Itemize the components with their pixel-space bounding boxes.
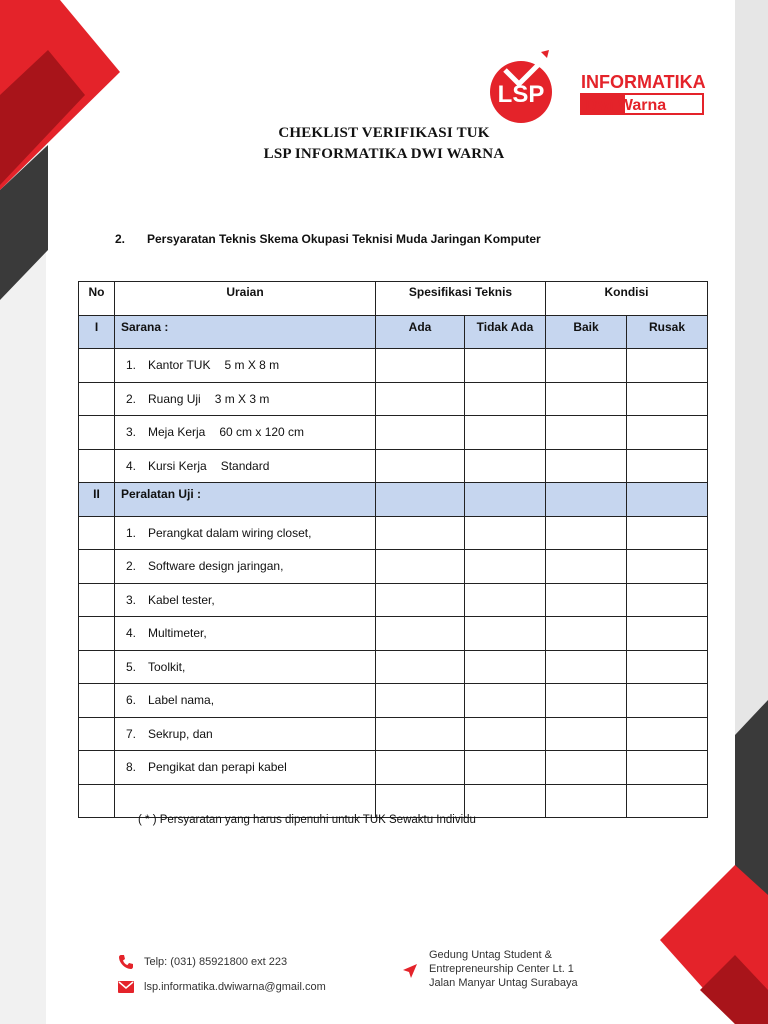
check-ada[interactable] — [376, 583, 465, 617]
item-cell — [115, 516, 376, 550]
no-cell — [79, 382, 115, 416]
check-baik — [546, 483, 627, 517]
check-tidak-ada[interactable] — [465, 449, 546, 483]
item-number: 7. — [126, 726, 137, 741]
table-row — [79, 349, 708, 383]
document-subtitle: LSP INFORMATIKA DWI WARNA — [263, 146, 505, 162]
item-name: Perangkat dalam wiring closet, — [148, 525, 312, 540]
check-ada[interactable] — [376, 550, 465, 584]
check-baik[interactable] — [546, 684, 627, 718]
section-heading — [115, 232, 541, 246]
item-cell — [115, 751, 376, 785]
item-number: 4. — [126, 626, 137, 641]
item-cell — [115, 416, 376, 450]
no-cell — [79, 550, 115, 584]
check-rusak[interactable] — [627, 349, 708, 383]
group-row-sarana — [79, 315, 708, 349]
footer-contact — [118, 949, 326, 999]
subheader-ada: Ada — [376, 315, 465, 349]
check-ada[interactable] — [376, 650, 465, 684]
group-row-peralatan — [79, 483, 708, 517]
subheader-rusak: Rusak — [627, 315, 708, 349]
table-row — [79, 449, 708, 483]
lsp-logo — [483, 48, 713, 126]
check-baik[interactable] — [546, 583, 627, 617]
no-cell — [79, 416, 115, 450]
item-number: 1. — [126, 358, 137, 373]
check-tidak-ada[interactable] — [465, 684, 546, 718]
item-cell — [115, 617, 376, 651]
address-line: Jalan Manyar Untag Surabaya — [429, 977, 578, 989]
item-name: Software design jaringan, — [148, 559, 284, 574]
no-cell — [79, 650, 115, 684]
item-name: Kantor TUK — [148, 358, 211, 373]
item-spec: 5 m X 8 m — [224, 358, 280, 373]
no-cell — [79, 449, 115, 483]
item-number: 3. — [126, 425, 137, 440]
check-tidak-ada[interactable] — [465, 650, 546, 684]
item-name: Toolkit, — [148, 659, 186, 674]
table-row — [79, 516, 708, 550]
check-tidak-ada[interactable] — [465, 349, 546, 383]
location-arrow-icon — [403, 964, 417, 978]
item-number: 2. — [126, 559, 137, 574]
check-baik[interactable] — [546, 449, 627, 483]
no-cell — [79, 349, 115, 383]
check-tidak-ada[interactable] — [465, 550, 546, 584]
item-cell — [115, 684, 376, 718]
check-tidak-ada[interactable] — [465, 751, 546, 785]
header-kondisi: Kondisi — [546, 282, 708, 316]
table-row — [79, 751, 708, 785]
table-row — [79, 717, 708, 751]
no-cell — [79, 516, 115, 550]
section-heading-text: Persyaratan Teknis Skema Okupasi Teknisi Muda Jaringan Komputer — [147, 232, 541, 246]
item-name: Pengikat dan perapi kabel — [148, 760, 287, 775]
footer-phone: Telp: (031) 85921800 ext 223 — [144, 955, 288, 968]
check-tidak-ada[interactable] — [465, 617, 546, 651]
check-ada[interactable] — [376, 751, 465, 785]
check-tidak-ada — [465, 483, 546, 517]
no-cell — [79, 684, 115, 718]
item-number: 1. — [126, 525, 137, 540]
check-baik[interactable] — [546, 650, 627, 684]
subheader-tidak-ada: Tidak Ada — [465, 315, 546, 349]
footer-address — [403, 948, 578, 990]
table-row — [79, 416, 708, 450]
table-row — [79, 583, 708, 617]
check-rusak[interactable] — [627, 449, 708, 483]
table-row — [79, 650, 708, 684]
item-number: 6. — [126, 693, 137, 708]
phone-icon — [118, 954, 134, 970]
table-row — [79, 617, 708, 651]
check-rusak[interactable] — [627, 784, 708, 818]
address-line: Gedung Untag Student & — [429, 949, 552, 961]
check-baik[interactable] — [546, 784, 627, 818]
check-tidak-ada[interactable] — [465, 583, 546, 617]
logo-brand-bottom: Dwi Warna — [585, 97, 667, 114]
item-number: 4. — [126, 458, 137, 473]
item-number: 2. — [126, 391, 137, 406]
check-ada[interactable] — [376, 617, 465, 651]
group-no: II — [79, 483, 115, 517]
check-ada[interactable] — [376, 516, 465, 550]
item-name: Meja Kerja — [148, 425, 206, 440]
section-number: 2. — [115, 232, 126, 246]
check-baik[interactable] — [546, 617, 627, 651]
check-rusak[interactable] — [627, 751, 708, 785]
footer-phone-line — [118, 949, 326, 974]
item-cell — [115, 650, 376, 684]
table-row-empty — [79, 784, 708, 818]
item-spec: 3 m X 3 m — [214, 391, 270, 406]
address-line: Entrepreneurship Center Lt. 1 — [429, 963, 574, 975]
item-name: Kursi Kerja — [148, 458, 207, 473]
check-rusak[interactable] — [627, 617, 708, 651]
logo-brand-top: INFORMATIKA — [581, 72, 706, 92]
check-rusak[interactable] — [627, 516, 708, 550]
item-cell — [115, 349, 376, 383]
check-rusak[interactable] — [627, 684, 708, 718]
check-ada[interactable] — [376, 717, 465, 751]
group-label: Sarana : — [115, 315, 376, 349]
table-header-row — [79, 282, 708, 316]
document-title: CHEKLIST VERIFIKASI TUK — [278, 125, 490, 141]
no-cell — [79, 583, 115, 617]
check-ada[interactable] — [376, 382, 465, 416]
check-tidak-ada[interactable] — [465, 717, 546, 751]
item-cell — [115, 717, 376, 751]
check-ada[interactable] — [376, 684, 465, 718]
check-baik[interactable] — [546, 516, 627, 550]
check-baik[interactable] — [546, 416, 627, 450]
header-uraian: Uraian — [115, 282, 376, 316]
item-number: 8. — [126, 760, 137, 775]
check-rusak[interactable] — [627, 416, 708, 450]
group-no: I — [79, 315, 115, 349]
check-baik[interactable] — [546, 349, 627, 383]
item-name: Sekrup, dan — [148, 726, 213, 741]
check-tidak-ada[interactable] — [465, 416, 546, 450]
subheader-baik: Baik — [546, 315, 627, 349]
item-spec: Standard — [220, 458, 270, 473]
check-rusak[interactable] — [627, 583, 708, 617]
item-cell — [115, 550, 376, 584]
check-baik[interactable] — [546, 717, 627, 751]
check-ada[interactable] — [376, 449, 465, 483]
table-row — [79, 684, 708, 718]
check-tidak-ada[interactable] — [465, 516, 546, 550]
footnote: ( * ) Persyaratan yang harus dipenuhi untuk TUK Sewaktu Individu — [138, 814, 476, 826]
check-ada[interactable] — [376, 349, 465, 383]
check-ada[interactable] — [376, 784, 465, 818]
check-rusak[interactable] — [627, 382, 708, 416]
logo-lsp-text: LSP — [497, 81, 545, 108]
no-cell — [79, 717, 115, 751]
mail-icon — [118, 981, 134, 993]
header-no: No — [79, 282, 115, 316]
table-row — [79, 382, 708, 416]
item-name: Ruang Uji — [148, 391, 201, 406]
item-name: Kabel tester, — [148, 592, 215, 607]
item-number: 3. — [126, 592, 137, 607]
check-ada[interactable] — [376, 416, 465, 450]
group-label: Peralatan Uji : — [115, 483, 376, 517]
item-cell — [115, 583, 376, 617]
item-cell — [115, 784, 376, 818]
item-name: Multimeter, — [148, 626, 207, 641]
check-ada — [376, 483, 465, 517]
check-tidak-ada[interactable] — [465, 784, 546, 818]
check-baik[interactable] — [546, 382, 627, 416]
footer-email-line — [118, 974, 326, 999]
item-name: Label nama, — [148, 693, 215, 708]
check-rusak[interactable] — [627, 717, 708, 751]
check-baik[interactable] — [546, 550, 627, 584]
item-spec: 60 cm x 120 cm — [219, 425, 305, 440]
check-baik[interactable] — [546, 751, 627, 785]
no-cell — [79, 784, 115, 818]
table-row — [79, 550, 708, 584]
checklist-table — [78, 281, 708, 818]
no-cell — [79, 617, 115, 651]
item-number: 5. — [126, 659, 137, 674]
check-rusak[interactable] — [627, 550, 708, 584]
item-cell — [115, 449, 376, 483]
no-cell — [79, 751, 115, 785]
footer-email: lsp.informatika.dwiwarna@gmail.com — [144, 980, 326, 993]
check-rusak[interactable] — [627, 650, 708, 684]
header-spesifikasi: Spesifikasi Teknis — [376, 282, 546, 316]
item-cell — [115, 382, 376, 416]
check-rusak — [627, 483, 708, 517]
check-tidak-ada[interactable] — [465, 382, 546, 416]
